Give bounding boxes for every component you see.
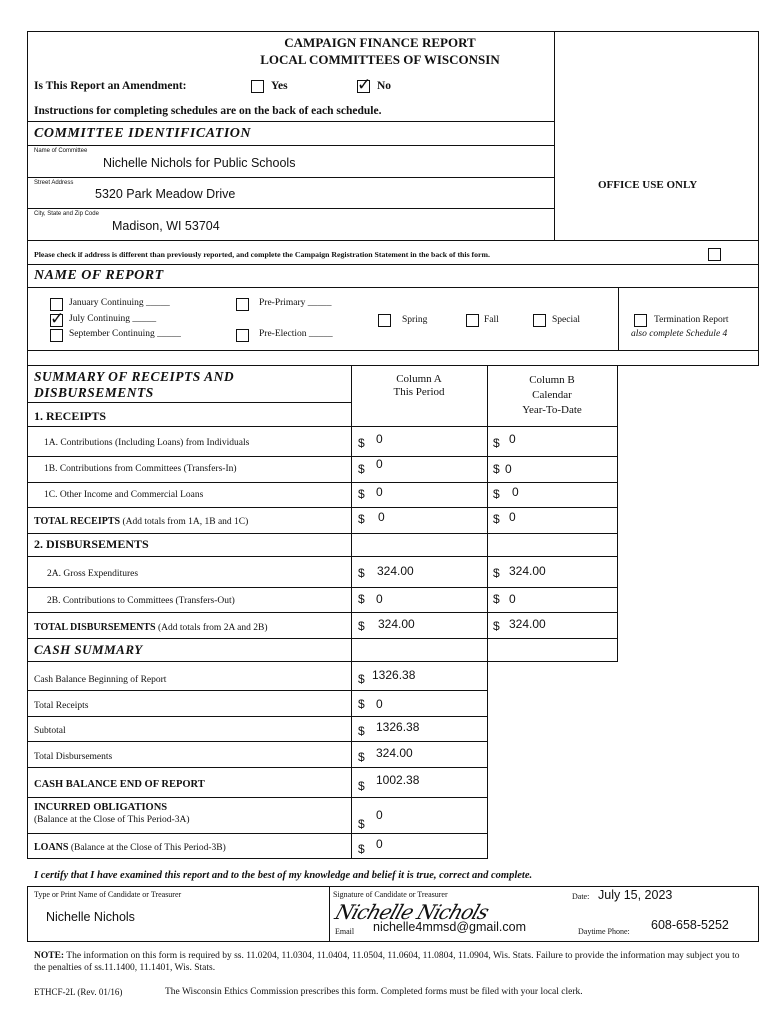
committee-section-title: COMMITTEE IDENTIFICATION (34, 126, 251, 141)
total-disbursements-dollar-b: $ (493, 619, 500, 633)
note-text: The information on this form is required by ss. 11.0204, 11.0304, 11.0404, 11.0504, 11.0604, 11.0804, 11.0904, Wis. Stats. Failure to provide the information may subject you to the penalties of ss.11.1400, 11.1401, Wis. Stats. (34, 951, 740, 973)
row-2a-value-a[interactable]: 324.00 (377, 564, 414, 578)
september-label: September Continuing _____ (69, 329, 181, 339)
cash-end-value[interactable]: 1002.38 (376, 773, 420, 787)
row-1c-dollar-b: $ (493, 487, 500, 501)
cash-end-label: CASH BALANCE END OF REPORT (34, 779, 205, 790)
loans-value[interactable]: 0 (376, 837, 383, 851)
total-receipts-value-a[interactable]: 0 (378, 510, 385, 524)
title-line-1: CAMPAIGN FINANCE REPORT (284, 35, 476, 50)
certification-statement: I certify that I have examined this report and to the best of my knowledge and belief it is true, correct and complete. (34, 870, 533, 881)
incurred-value[interactable]: 0 (376, 808, 383, 822)
column-b-line-3: Year-To-Date (522, 404, 582, 416)
no-label: No (377, 80, 392, 92)
pre-primary-checkbox[interactable] (236, 298, 249, 311)
receipts-section-title: 1. RECEIPTS (34, 409, 107, 423)
instructions-text: Instructions for completing schedules are on the back of each schedule. (34, 105, 382, 117)
total-receipts-note: (Add totals from 1A, 1B and 1C) (120, 517, 249, 527)
total-disbursements-value-a[interactable]: 324.00 (378, 617, 415, 631)
amendment-yes-checkbox[interactable] (251, 80, 264, 93)
row-2a-label: 2A. Gross Expenditures (47, 569, 139, 579)
form-title (230, 34, 530, 68)
total-receipts-value-b[interactable]: 0 (509, 510, 516, 524)
spring-checkbox[interactable] (378, 314, 391, 327)
termination-checkbox[interactable] (634, 314, 647, 327)
address-change-checkbox[interactable] (708, 248, 721, 261)
footer-note (34, 950, 750, 974)
cash-begin-value[interactable]: 1326.38 (372, 668, 416, 682)
cash-disbursements-label: Total Disbursements (34, 752, 113, 762)
cash-begin-dollar: $ (358, 672, 365, 686)
row-1b-dollar-a: $ (358, 462, 365, 476)
report-name-section-title: NAME OF REPORT (34, 268, 164, 283)
loans-note: (Balance at the Close of This Period-3B) (68, 843, 226, 853)
september-checkbox[interactable] (50, 329, 63, 342)
total-receipts-label (34, 516, 248, 527)
cash-begin-label: Cash Balance Beginning of Report (34, 675, 167, 685)
commission-text: The Wisconsin Ethics Commission prescribes this form. Completed forms must be filed with your local clerk. (165, 987, 583, 997)
yes-label: Yes (271, 80, 288, 92)
date-field[interactable]: July 15, 2023 (598, 888, 673, 902)
row-2b-dollar-a: $ (358, 592, 365, 606)
column-a-header (351, 373, 487, 399)
cash-summary-title: CASH SUMMARY (34, 642, 143, 657)
phone-label: Daytime Phone: (578, 927, 630, 936)
pre-primary-label: Pre-Primary _____ (259, 298, 332, 308)
pre-election-label: Pre-Election _____ (259, 329, 333, 339)
row-1c-label: 1C. Other Income and Commercial Loans (44, 490, 204, 500)
total-disbursements-dollar-a: $ (358, 619, 365, 633)
special-checkbox[interactable] (533, 314, 546, 327)
address-change-notice: Please check if address is different than previously reported, and complete the Campaign Registration Statement in the back of this form. (34, 250, 490, 259)
row-1a-value-b[interactable]: 0 (509, 432, 516, 446)
row-1b-dollar-b: $ (493, 462, 500, 476)
july-checkbox[interactable] (50, 314, 63, 327)
total-disbursements-value-b[interactable]: 324.00 (509, 617, 546, 631)
office-use-label: OFFICE USE ONLY (598, 179, 698, 191)
date-label: Date: (572, 892, 590, 901)
signer-name-field[interactable]: Nichelle Nichols (46, 910, 135, 924)
total-receipts-dollar-b: $ (493, 512, 500, 526)
row-1a-label: 1A. Contributions (Including Loans) from Individuals (44, 438, 250, 448)
row-1a-dollar-a: $ (358, 436, 365, 450)
loans-label (34, 842, 226, 853)
column-b-line-2: Calendar (532, 389, 572, 401)
termination-label: Termination Report (654, 315, 729, 325)
form-id: ETHCF-2L (Rev. 01/16) (34, 987, 123, 997)
summary-title (34, 369, 234, 401)
row-1a-dollar-b: $ (493, 436, 500, 450)
title-line-2: LOCAL COMMITTEES OF WISCONSIN (260, 52, 500, 67)
disbursements-section-title: 2. DISBURSEMENTS (34, 537, 149, 551)
row-2a-dollar-a: $ (358, 566, 365, 580)
cash-end-dollar: $ (358, 779, 365, 793)
loans-dollar: $ (358, 842, 365, 856)
signature-label: Signature of Candidate or Treasurer (333, 890, 448, 899)
phone-field[interactable]: 608-658-5252 (651, 918, 729, 932)
row-1a-value-a[interactable]: 0 (376, 432, 383, 446)
note-bold: NOTE: (34, 951, 65, 961)
row-2a-dollar-b: $ (493, 566, 500, 580)
column-a-line-2: This Period (393, 386, 445, 398)
row-2b-value-a[interactable]: 0 (376, 592, 383, 606)
incurred-dollar: $ (358, 817, 365, 831)
incurred-obligations-label (34, 802, 189, 826)
cash-receipts-value[interactable]: 0 (376, 697, 383, 711)
fall-label: Fall (484, 315, 499, 325)
row-2b-label: 2B. Contributions to Committees (Transfers-Out) (47, 596, 235, 606)
subtotal-value[interactable]: 1326.38 (376, 720, 420, 734)
termination-note: also complete Schedule 4 (631, 329, 728, 339)
loans-bold: LOANS (34, 842, 69, 853)
total-receipts-dollar-a: $ (358, 512, 365, 526)
summary-title-line-1: SUMMARY OF RECEIPTS AND (34, 369, 235, 384)
summary-title-line-2: DISBURSEMENTS (34, 385, 154, 400)
row-2a-value-b[interactable]: 324.00 (509, 564, 546, 578)
spring-label: Spring (402, 315, 428, 325)
signer-name-label: Type or Print Name of Candidate or Treasurer (34, 890, 182, 899)
row-1b-value-a[interactable]: 0 (376, 457, 383, 471)
row-1c-value-a[interactable]: 0 (376, 485, 383, 499)
column-b-header (487, 373, 617, 418)
amendment-no-checkbox[interactable] (357, 80, 370, 93)
committee-name-field[interactable]: Nichelle Nichols for Public Schools (103, 156, 296, 170)
january-label: January Continuing _____ (69, 298, 170, 308)
row-1b-value-b[interactable]: 0 (505, 462, 512, 476)
row-2b-dollar-b: $ (493, 592, 500, 606)
city-label: City, State and Zip Code (34, 211, 99, 217)
street-label: Street Address (34, 180, 74, 186)
total-disbursements-bold: TOTAL DISBURSEMENTS (34, 622, 156, 633)
row-1c-value-b[interactable]: 0 (512, 485, 519, 499)
email-field[interactable]: nichelle4mmsd@gmail.com (373, 920, 527, 934)
total-receipts-bold: TOTAL RECEIPTS (34, 516, 121, 527)
cash-disbursements-value[interactable]: 324.00 (376, 746, 413, 760)
pre-election-checkbox[interactable] (236, 329, 249, 342)
city-field[interactable]: Madison, WI 53704 (112, 219, 220, 233)
july-label: July Continuing _____ (69, 314, 157, 324)
column-b-line-1: Column B (529, 374, 575, 386)
fall-checkbox[interactable] (466, 314, 479, 327)
amendment-label: Is This Report an Amendment: (34, 80, 187, 92)
row-2b-value-b[interactable]: 0 (509, 592, 516, 606)
row-1b-label: 1B. Contributions from Committees (Transfers-In) (44, 464, 237, 474)
cash-disbursements-dollar: $ (358, 750, 365, 764)
signature-image: Nichelle Nichols (332, 900, 492, 924)
committee-name-label: Name of Committee (34, 148, 88, 154)
cash-receipts-label: Total Receipts (34, 701, 89, 711)
row-1c-dollar-a: $ (358, 487, 365, 501)
cash-receipts-dollar: $ (358, 697, 365, 711)
street-field[interactable]: 5320 Park Meadow Drive (95, 187, 236, 201)
special-label: Special (552, 315, 580, 325)
subtotal-label: Subtotal (34, 726, 66, 736)
email-label: Email (335, 927, 355, 936)
incurred-line-1: INCURRED OBLIGATIONS (34, 802, 168, 813)
total-disbursements-label (34, 622, 268, 633)
subtotal-dollar: $ (358, 724, 365, 738)
total-disbursements-note: (Add totals from 2A and 2B) (155, 623, 268, 633)
incurred-line-2: (Balance at the Close of This Period-3A) (34, 815, 190, 825)
column-a-line-1: Column A (396, 373, 442, 385)
